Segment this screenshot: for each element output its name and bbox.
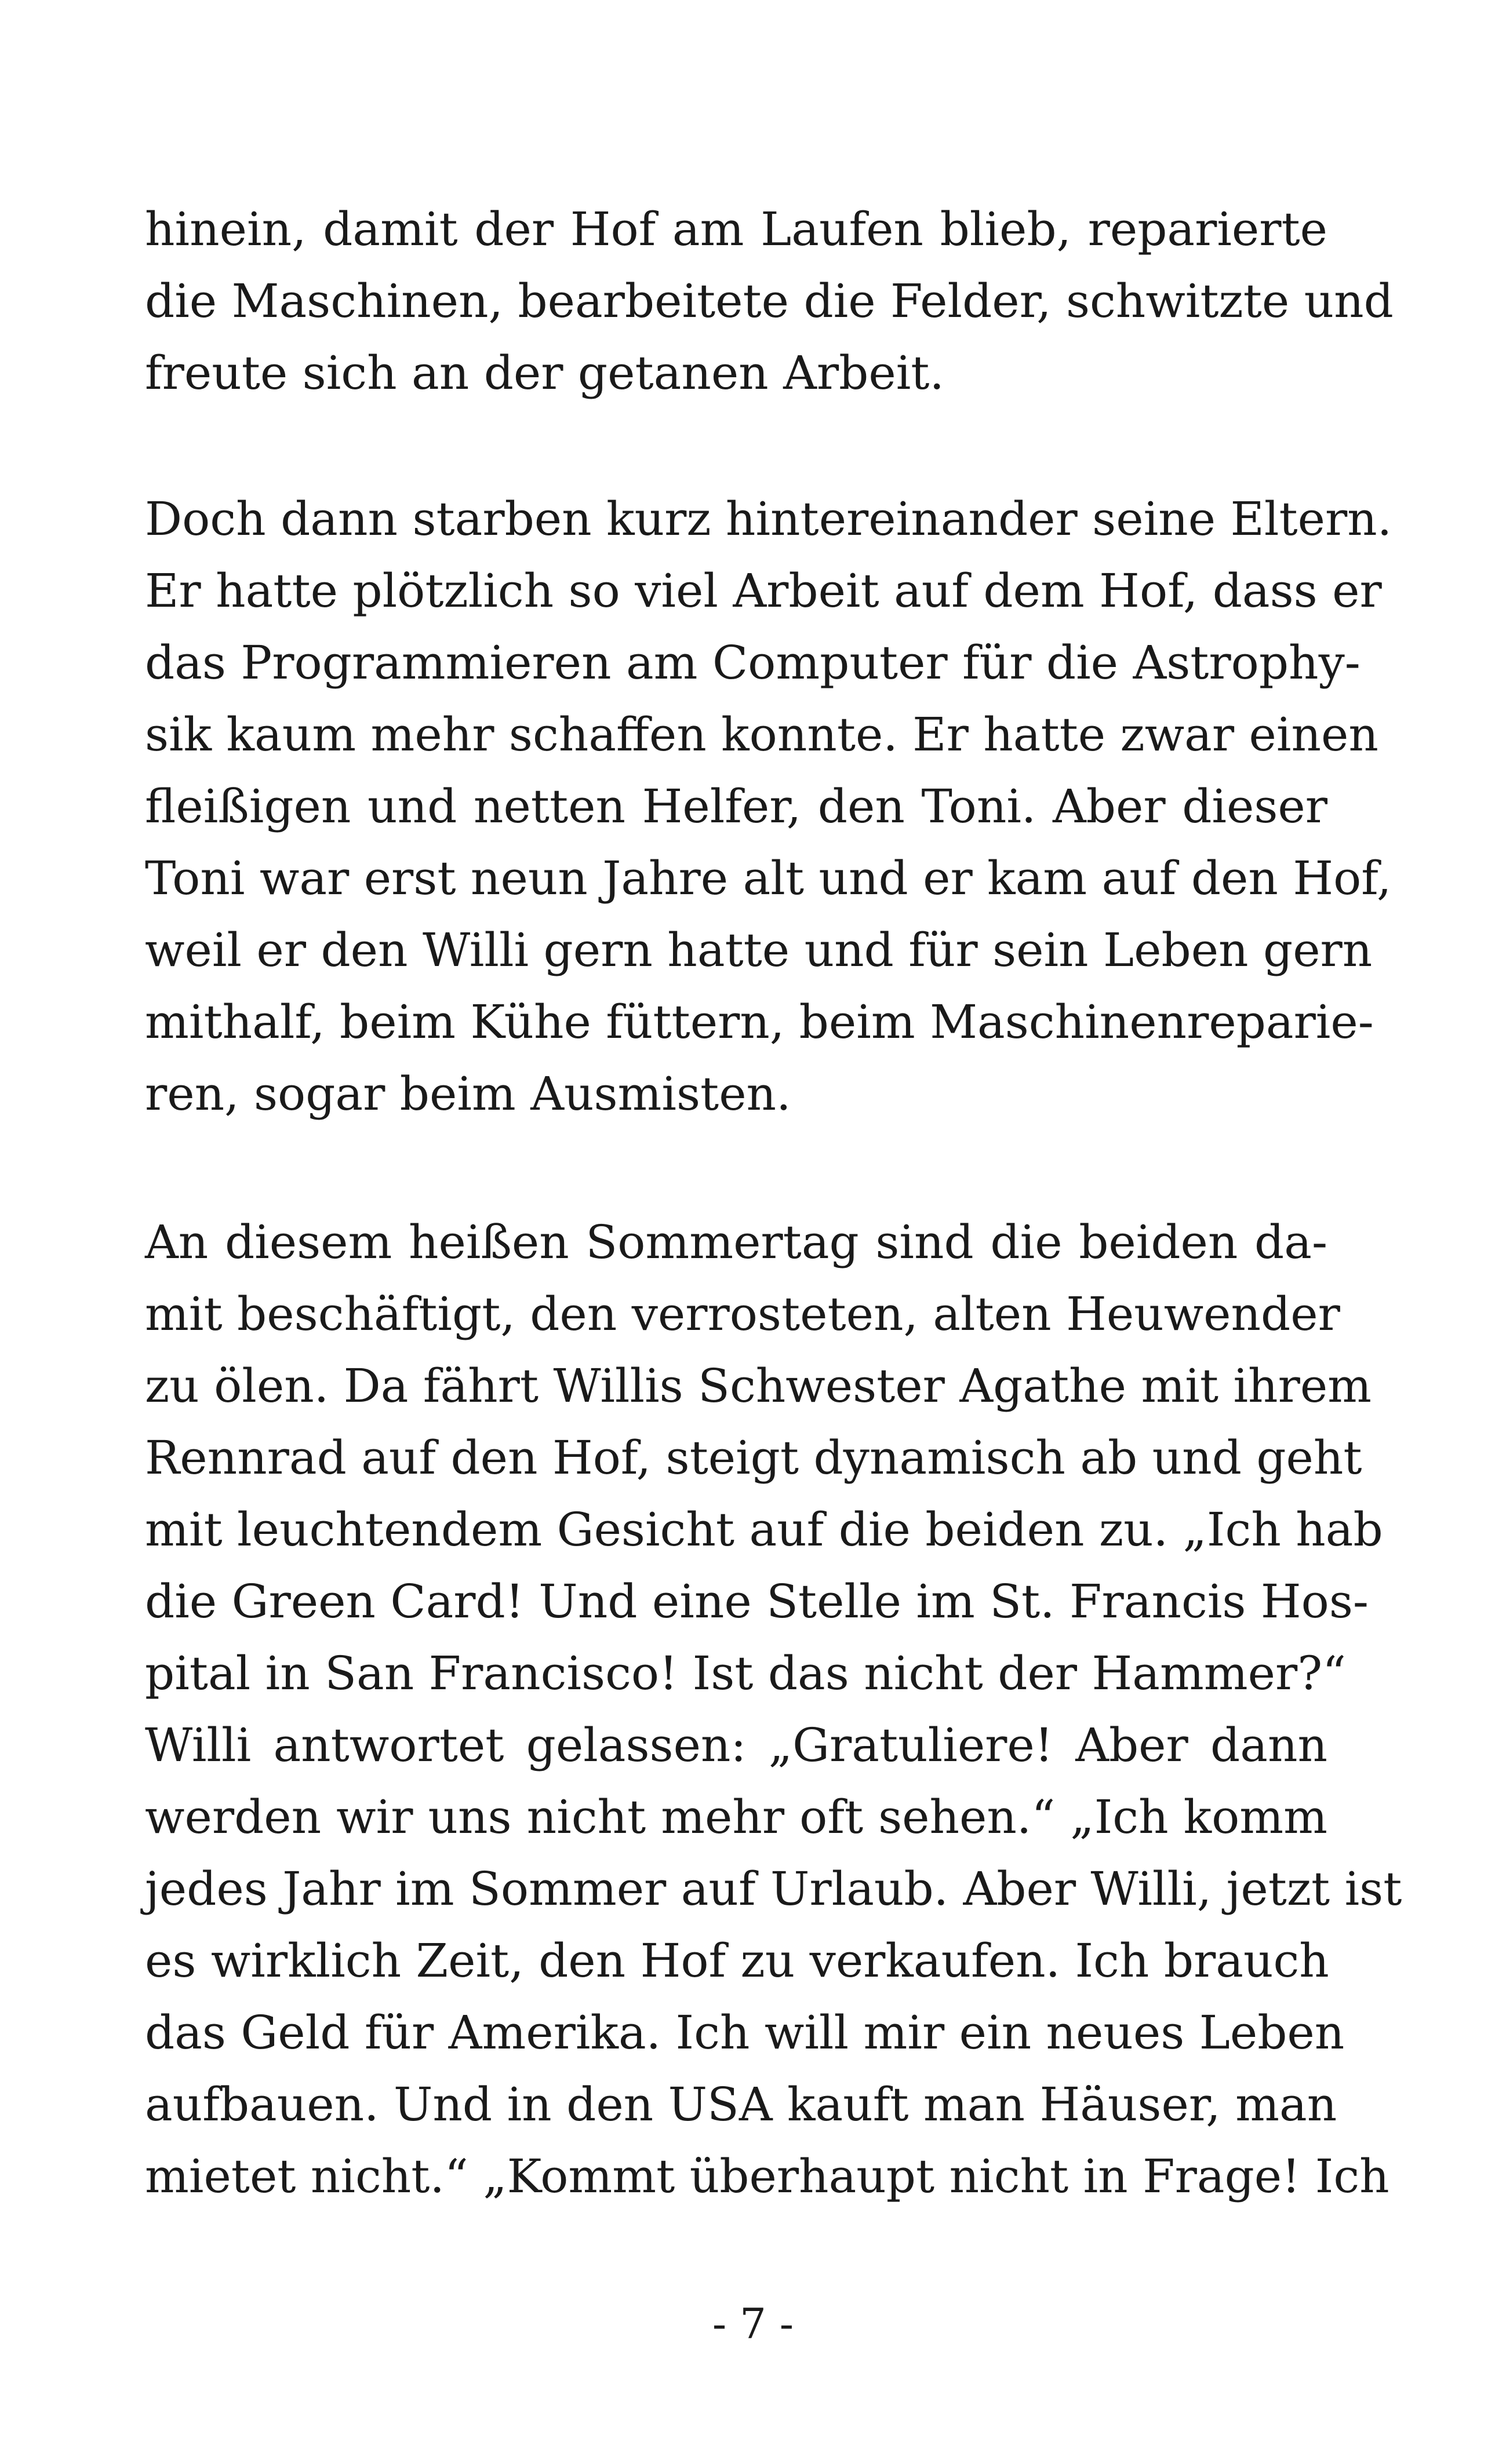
text-line: mithalf, beim Kühe füttern, beim Maschinenreparie- bbox=[145, 995, 1374, 1049]
text-line: zu ölen. Da fährt Willis Schwester Agathe mit ihrem bbox=[145, 1359, 1372, 1413]
text-line: es wirklich Zeit, den Hof zu verkaufen. Ich brauch bbox=[145, 1934, 1329, 1988]
text-line: jedes Jahr im Sommer auf Urlaub. Aber Willi, jetzt ist bbox=[145, 1862, 1402, 1916]
text-line: die Maschinen, bearbeitete die Felder, schwitzte und bbox=[145, 274, 1394, 328]
text-line: Er hatte plötzlich so viel Arbeit auf dem Hof, dass er bbox=[145, 564, 1382, 618]
text-line: mit beschäftigt, den verrosteten, alten Heuwender bbox=[145, 1287, 1340, 1341]
text-line: freute sich an der getanen Arbeit. bbox=[145, 346, 944, 400]
text-line: werden wir uns nicht mehr oft sehen.“ „Ich komm bbox=[145, 1790, 1327, 1844]
text-line: ren, sogar beim Ausmisten. bbox=[145, 1067, 791, 1121]
text-line: sik kaum mehr schaffen konnte. Er hatte zwar einen bbox=[145, 708, 1378, 761]
text-line: die Green Card! Und eine Stelle im St. Francis Hos- bbox=[145, 1574, 1369, 1628]
text-line: hinein, damit der Hof am Laufen blieb, reparierte bbox=[145, 202, 1327, 256]
text-line: Willi antwortet gelassen: „Gratuliere! Aber dann bbox=[145, 1718, 1327, 1772]
text-line: fleißigen und netten Helfer, den Toni. Aber dieser bbox=[145, 779, 1327, 833]
text-line: Doch dann starben kurz hintereinander seine Eltern. bbox=[145, 492, 1392, 546]
text-line: das Programmieren am Computer für die Astrophy- bbox=[145, 636, 1361, 690]
text-line: pital in San Francisco! Ist das nicht der Hammer?“ bbox=[145, 1646, 1347, 1700]
text-line: mit leuchtendem Gesicht auf die beiden zu. „Ich hab bbox=[145, 1503, 1383, 1557]
page-number: - 7 - bbox=[712, 2299, 794, 2348]
text-line: An diesem heißen Sommertag sind die beiden da- bbox=[145, 1215, 1327, 1269]
text-line: Toni war erst neun Jahre alt und er kam auf den Hof, bbox=[145, 851, 1392, 905]
text-line: weil er den Willi gern hatte und für sein Leben gern bbox=[145, 923, 1373, 977]
text-line: mietet nicht.“ „Kommt überhaupt nicht in Frage! Ich bbox=[145, 2149, 1389, 2203]
text-line: das Geld für Amerika. Ich will mir ein neues Leben bbox=[145, 2006, 1345, 2060]
text-line: aufbauen. Und in den USA kauft man Häuser, man bbox=[145, 2077, 1337, 2131]
text-line: Rennrad auf den Hof, steigt dynamisch ab und geht bbox=[145, 1431, 1362, 1485]
